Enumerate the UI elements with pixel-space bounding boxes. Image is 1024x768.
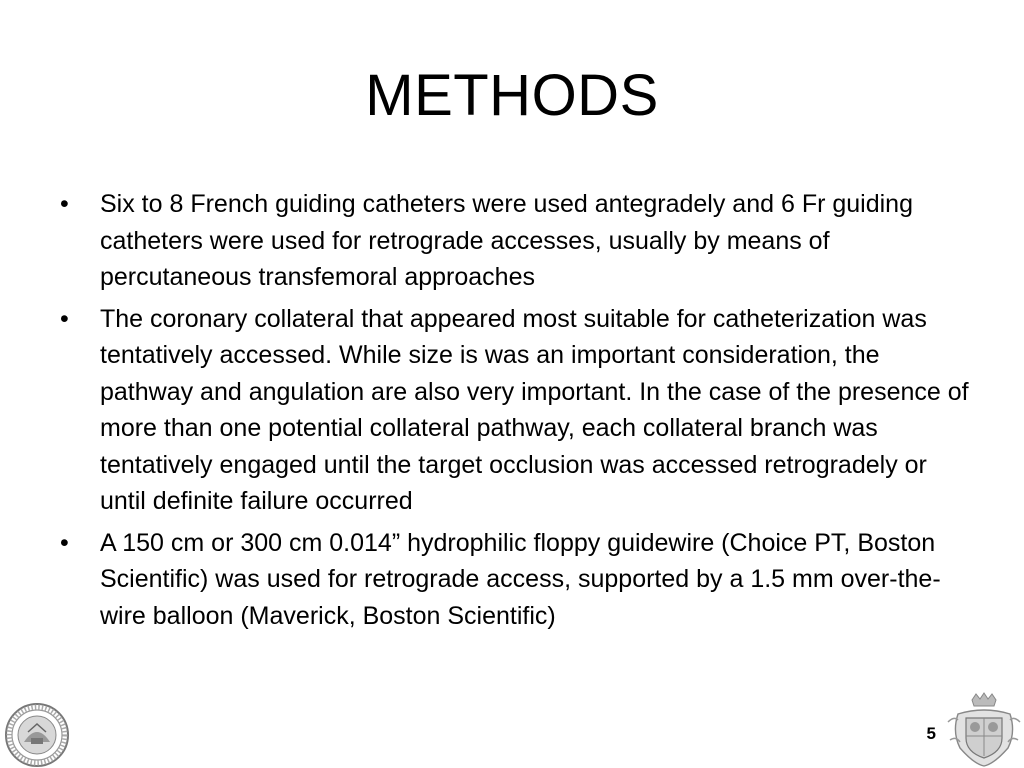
bullet-marker: • [60, 304, 69, 333]
bullet-text: Six to 8 French guiding catheters were used antegradely and 6 Fr guiding catheters were used for retrograde accesses, usually by means of percutaneous transfemoral approaches [100, 190, 913, 291]
bullet-marker: • [60, 190, 69, 218]
page-number: 5 [926, 724, 936, 743]
university-seal-icon [4, 702, 70, 768]
coat-of-arms-icon [944, 692, 1024, 768]
bullet-item [58, 301, 973, 520]
bullet-marker: • [60, 528, 69, 557]
bullet-item [58, 525, 973, 635]
bullet-text: A 150 cm or 300 cm 0.014” hydrophilic floppy guidewire (Choice PT, Boston Scientific) was used for retrograde access, supported by a 1.5 mm over-the-wire balloon (Maverick, Boston Scientific) [100, 528, 941, 630]
bullet-list [58, 186, 973, 639]
slide-title: METHODS [365, 63, 659, 128]
bullet-text: The coronary collateral that appeared most suitable for catheterization was tentatively accessed. While size is was an important consideration, the pathway and angulation are also very important. In the case of the presence of more than one potential collateral pathway, each collateral branch was tentatively engaged until the target occlusion was accessed retrogradely or until definite failure occurred [100, 304, 969, 515]
bullet-item [58, 186, 973, 296]
